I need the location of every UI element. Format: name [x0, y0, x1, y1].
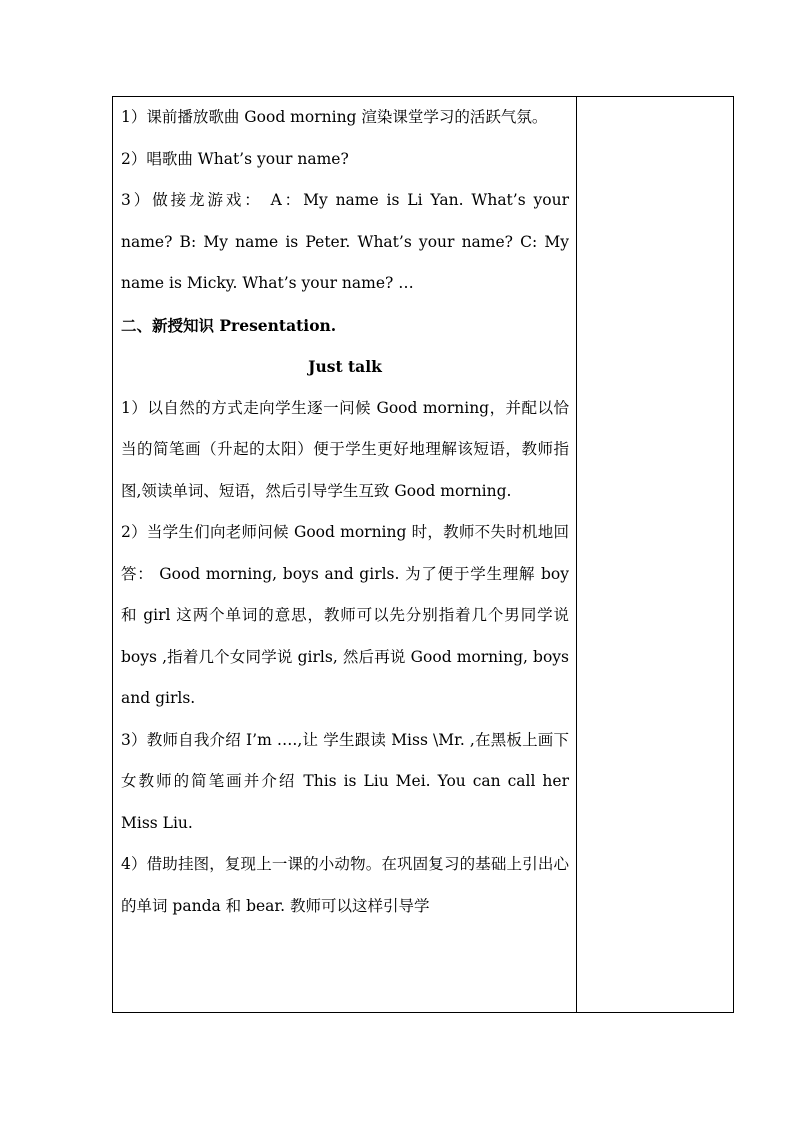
- notes-cell: [577, 97, 734, 1013]
- subheading-just-talk: Just talk: [308, 357, 382, 376]
- lesson-plan-table: [112, 96, 734, 1013]
- presentation-step-2: 2）当学生们向老师问候 Good morning 时，教师不失时机地回答： Good morning, boys and girls. 为了便于学生理解 boy 和 girl 这两个单词的意思，教师可以先分别指着几个男同学说 boys ,指着几个女同学说 girls, 然后再说 Good morning, boys and girls.: [121, 523, 569, 707]
- presentation-step-3: 3）教师自我介绍 I’m ….,让 学生跟读 Miss \Mr. ,在黑板上画下女教师的简笔画并介绍 This is Liu Mei. You can call her Miss Liu.: [121, 730, 569, 832]
- teaching-process-content: [113, 97, 576, 927]
- presentation-step-4: 4）借助挂图，复现上一课的小动物。在巩固复习的基础上引出心的单词 panda 和 bear. 教师可以这样引导学: [121, 855, 569, 915]
- presentation-step-1: 1）以自然的方式走向学生逐一问候 Good morning，并配以恰当的简笔画（升起的太阳）便于学生更好地理解该短语，教师指图,领读单词、短语，然后引导学生互致 Good morning.: [121, 398, 569, 500]
- warmup-step-2: 2）唱歌曲 What’s your name?: [121, 149, 349, 168]
- teaching-process-cell: [113, 97, 577, 1013]
- table-row: [113, 97, 734, 1013]
- section-heading-presentation: 二、新授知识 Presentation.: [121, 315, 337, 335]
- warmup-step-1: 1）课前播放歌曲 Good morning 渲染课堂学习的活跃气氛。: [121, 108, 548, 126]
- warmup-step-3: 3）做接龙游戏： A：My name is Li Yan. What’s your name? B: My name is Peter. What’s your name? C: My name is Micky. What’s your name? …: [121, 191, 569, 292]
